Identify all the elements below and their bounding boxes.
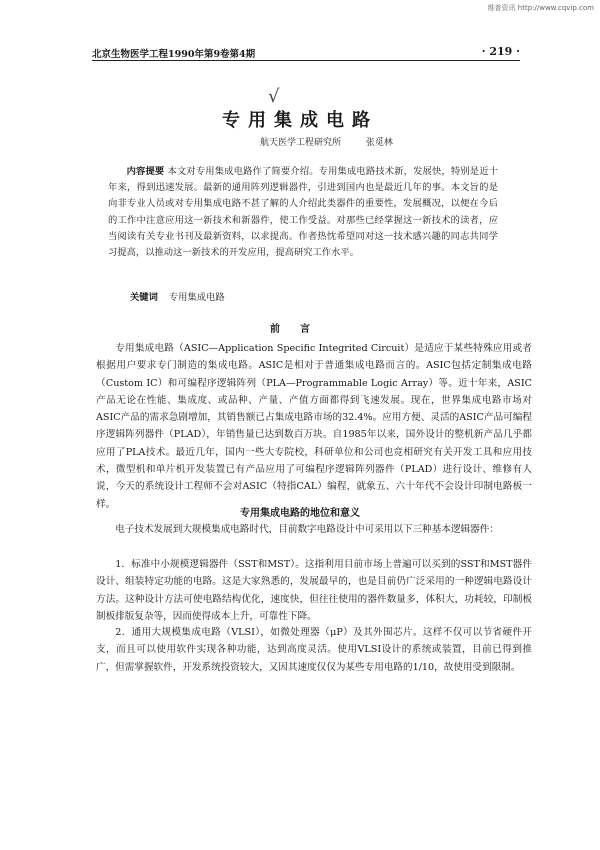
keywords-label: 关键词 xyxy=(130,292,158,303)
section-heading-preface: 前言 xyxy=(270,324,330,335)
keywords-text: 专用集成电路 xyxy=(168,292,225,303)
section-heading-status: 专用集成电路的地位和意义 xyxy=(240,508,360,519)
keywords xyxy=(130,289,225,303)
page-number: · 219 · xyxy=(481,45,520,58)
body-paragraph: 1．标准中小规模逻辑器件（SST和MST）。这指利用目前市场上普遍可以买到的SST和MST器件设计、组装特定功能的电路。这是大家熟悉的，发展最早的，也是目前仍广泛采用的一种逻辑电路设计方法。这种设计方法可使电路结构优化，速度快，但往往使用的器件数量多，体积大，功耗较，印制板制板排版复杂等，因而使得成本上升，可靠性下降。 xyxy=(96,559,532,622)
author-name: 张觅林 xyxy=(365,138,393,148)
abstract-label: 内容提要 xyxy=(126,166,165,177)
abstract-text: 本文对专用集成电路作了简要介绍。专用集成电路技术新，发展快，特别是近十年来，得到迅速发展。最新的通用阵列逻辑器件，引进到国内也是最近几年的事。本文旨的是向非专业人员或对专用集成电路不甚了解的人介绍此类器件的重要性，发展概况，以便在今后的工作中注意应用这一新技术和新器件，使工作受益。对那些已经掌握这一新技术的读者，应当阅读有关专业书刊及最新资料，以求提高。作者热忱希望同对这一技术感兴趣的同志共同学习提高，以推动这一新技术的开发应用，提高研究工作水平。 xyxy=(108,166,498,259)
body-paragraph: 2．通用大规模集成电路（VLSI），如微处理器（μP）及其外围芯片。这样不仅可以节省硬件开支，而且可以使用软件实现各种功能，达到高度灵活。使用VLSI设计的系统或装置，目前已得到推广，但需掌握软件，开发系统投资较大，又因其速度仅仅为某些专用电路的1/10，故使用受到限制。 xyxy=(96,627,532,673)
body-paragraph: 电子技术发展到大规模集成电路时代，目前数字电路设计中可采用以下三种基本逻辑器件： xyxy=(115,524,499,535)
article-title: 专用集成电路 xyxy=(222,110,378,131)
handwritten-check-mark: √ xyxy=(268,86,280,107)
affiliation: 航天医学工程研究所 xyxy=(260,138,342,148)
watermark: 维普资讯 http://www.cqvip.com xyxy=(487,4,594,12)
running-head xyxy=(92,44,520,61)
abstract xyxy=(108,164,498,261)
journal-citation: 北京生物医学工程1990年第9卷第4期 xyxy=(92,49,256,60)
author-line xyxy=(260,135,393,148)
body-paragraph: 专用集成电路（ASIC—Application Specific Integrited Circuit）是适应于某些特殊应用或者根据用户要求专门制造的集成电路。ASIC是相对于普通集成电路而言的。ASIC包括定制集成电路（Custom IC）和可编程序逻辑阵列（PLA—Programmable Logic Array）等。近十年来，ASIC产品无论在性能、集成度、或品种、产量、产值方面都得到飞速发展。现在，世界集成电路市场对ASIC产品的需求急剧增加，其销售额已占集成电路市场的32.4%。应用方便、灵活的ASIC产品可编程序逻辑阵列器件（PLAD），年销售量已达到数百万块。自1985年以来，国外设计的整机新产品几乎都应用了PLA技术。最近几年，国内一些大专院校，科研单位和公司也竞相研究有关开发工具和应用技术，微型机和单片机开发装置已有产品应用了可编程序逻辑阵列器件（PLAD）进行设计、维修有人说，今天的系统设计工程师不会对ASIC（特指CAL）编程，就象五、六十年代不会设计印制电路板一样。 xyxy=(96,343,532,510)
